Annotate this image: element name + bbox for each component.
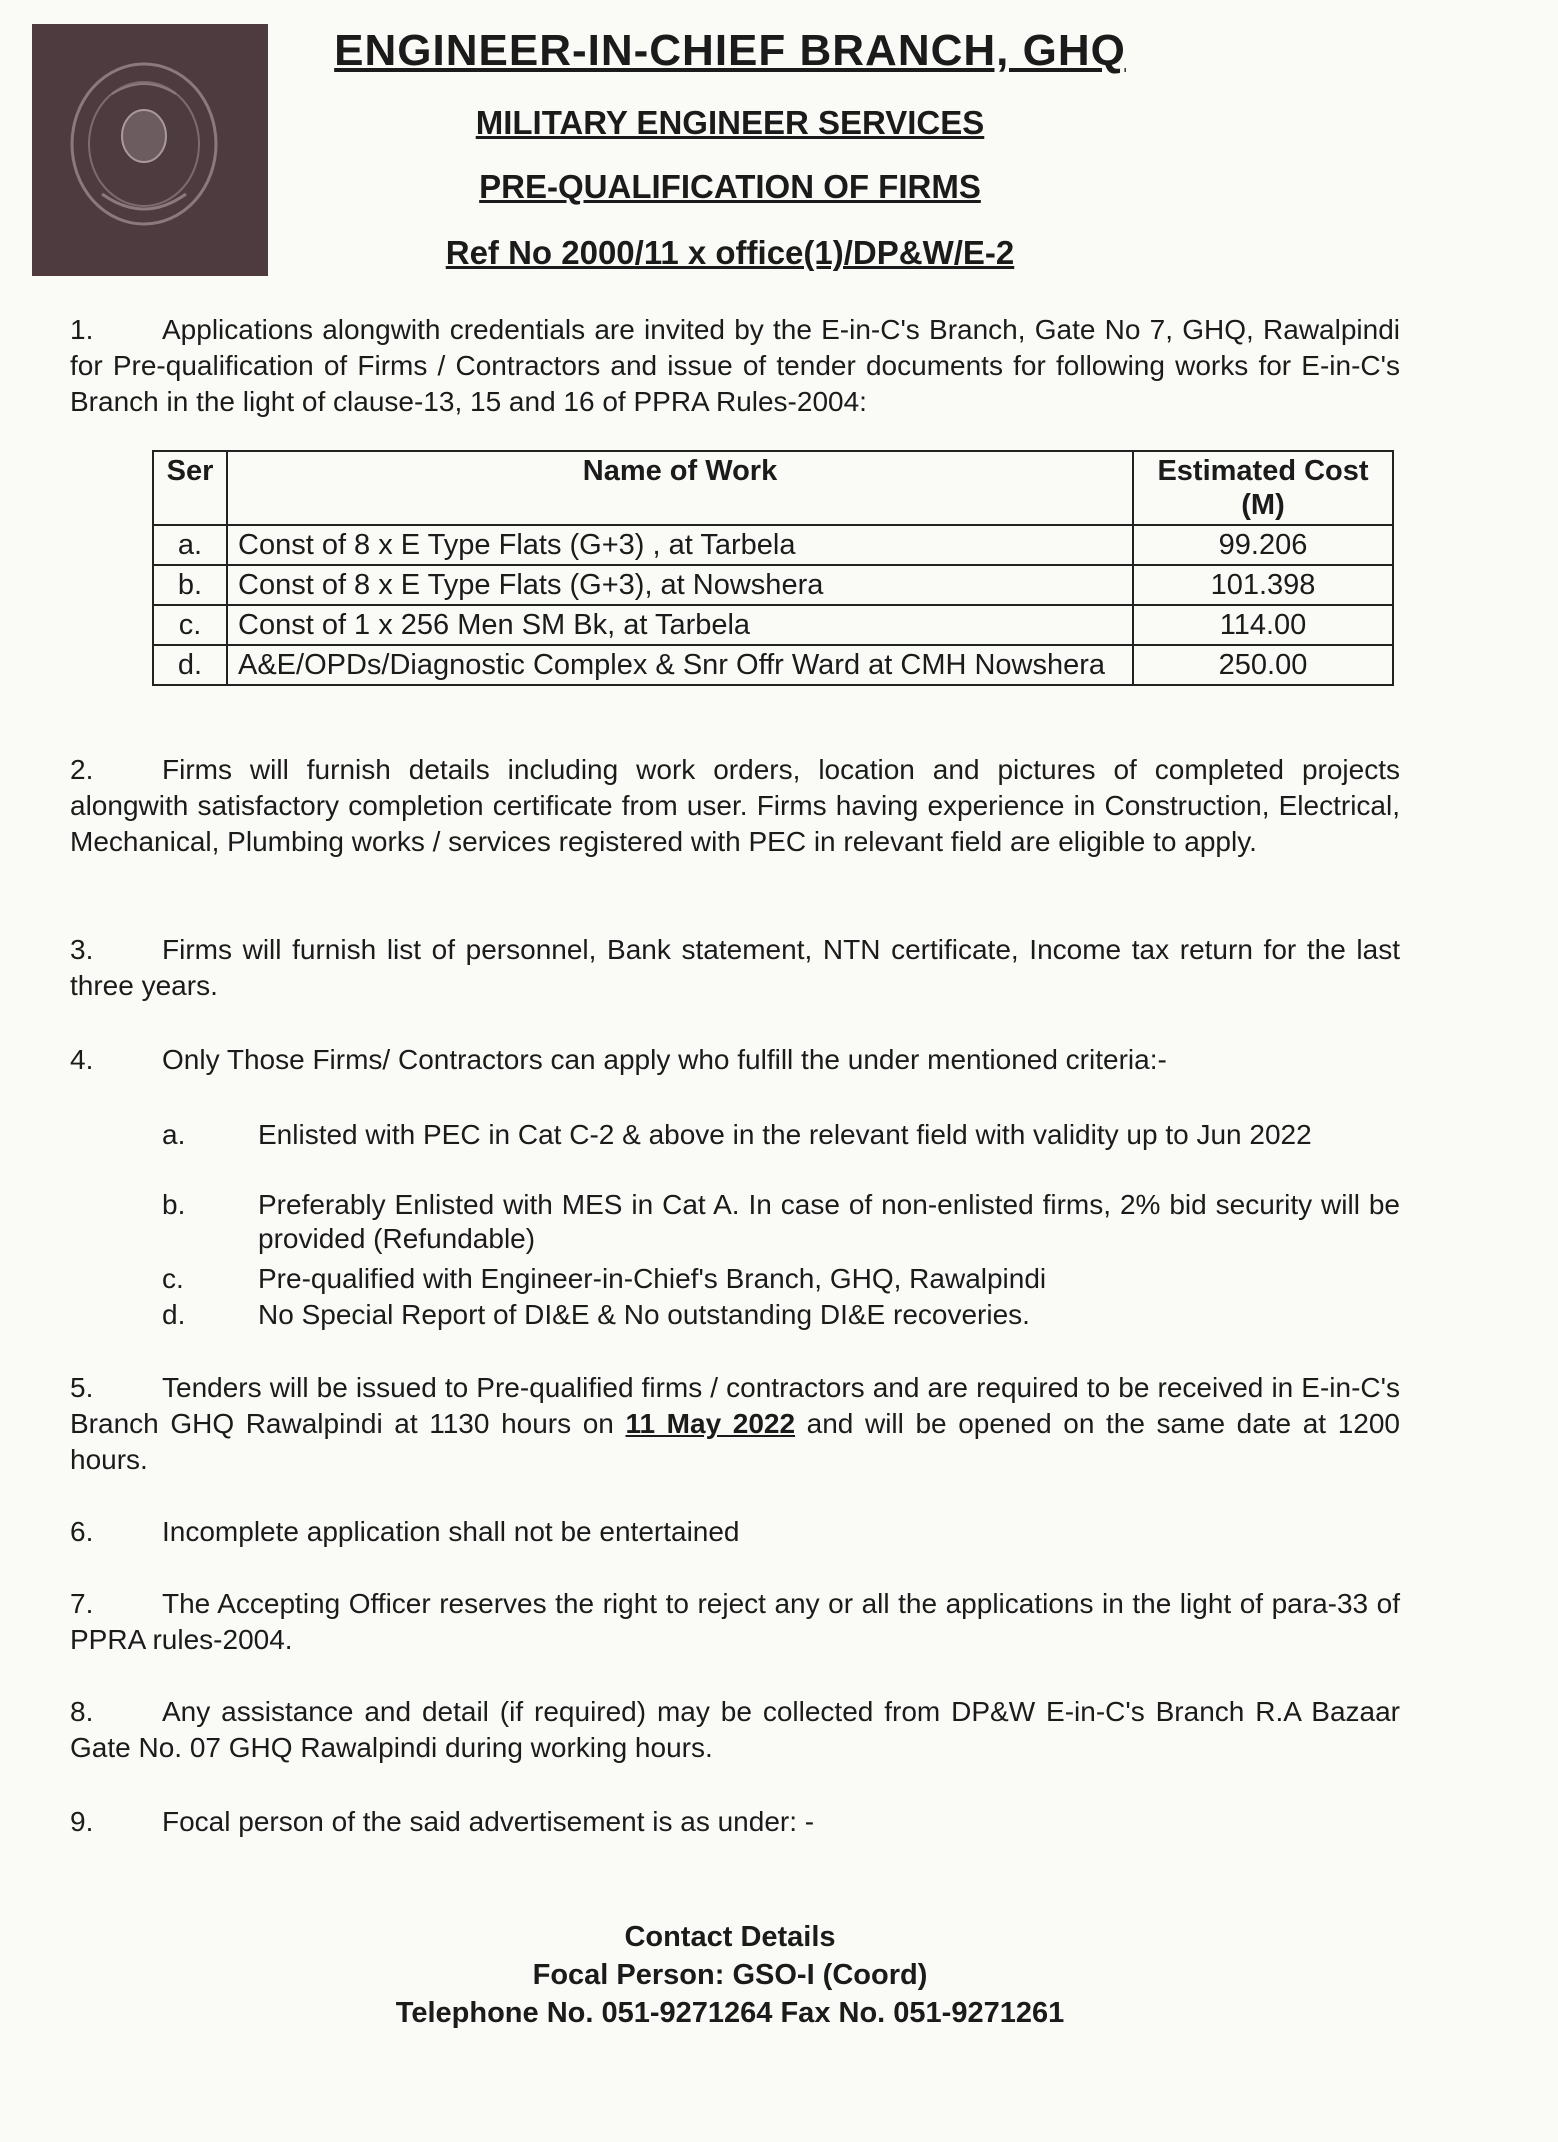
cell-name: Const of 8 x E Type Flats (G+3) , at Tarbela <box>227 525 1133 565</box>
cell-ser: b. <box>153 565 227 605</box>
paragraph-number: 2. <box>70 754 94 785</box>
page-subtitle: MILITARY ENGINEER SERVICES <box>475 104 985 141</box>
paragraph-text: Incomplete application shall not be entertained <box>162 1516 740 1547</box>
header-ser: Ser <box>153 451 227 525</box>
paragraph-text: Applications alongwith credentials are invited by the E-in-C's Branch, Gate No 7, GHQ, Rawalpindi for Pre-qualification of Firms / Contractors and issue of tender documents for following works for E-in-C's Branch in the light of clause-13, 15 and 16 of PPRA Rules-2004: <box>70 314 1400 417</box>
paragraph-number: 6. <box>70 1516 94 1547</box>
paragraph-1 <box>70 312 1400 420</box>
page-subject: PRE-QUALIFICATION OF FIRMS <box>479 168 981 205</box>
table-row <box>153 605 1393 645</box>
table-row <box>153 645 1393 685</box>
paragraph-5 <box>70 1370 1400 1478</box>
paragraph-number: 9. <box>70 1806 94 1837</box>
paragraph-text: Only Those Firms/ Contractors can apply who fulfill the under mentioned criteria:- <box>162 1044 1167 1075</box>
contact-heading: Contact Details <box>624 1921 836 1953</box>
paragraph-4 <box>70 1042 1400 1078</box>
criteria-letter: d. <box>162 1299 186 1330</box>
paragraph-number: 7. <box>70 1588 94 1619</box>
emblem-logo <box>32 24 268 276</box>
criteria-item <box>162 1118 1400 1152</box>
cell-ser: c. <box>153 605 227 645</box>
cell-cost: 101.398 <box>1133 565 1393 605</box>
criteria-text: No Special Report of DI&E & No outstanding DI&E recoveries. <box>258 1299 1030 1330</box>
criteria-letter: a. <box>162 1119 186 1150</box>
criteria-item <box>162 1262 1400 1296</box>
table-row <box>153 525 1393 565</box>
paragraph-text-continued: and will be opened on the same date at 1200 hours. <box>70 1408 1400 1475</box>
paragraph-number: 1. <box>70 314 94 345</box>
submission-date: 11 May 2022 <box>625 1408 796 1439</box>
criteria-text: Enlisted with PEC in Cat C-2 & above in the relevant field with validity up to Jun 2022 <box>258 1119 1312 1150</box>
focal-person: Focal Person: GSO-I (Coord) <box>532 1959 928 1991</box>
paragraph-2 <box>70 752 1400 860</box>
paragraph-8 <box>70 1694 1400 1766</box>
header-name-of-work: Name of Work <box>227 451 1133 525</box>
criteria-letter: c. <box>162 1263 184 1294</box>
criteria-item <box>162 1298 1400 1332</box>
paragraph-text: Tenders will be issued to Pre-qualified firms / contractors and are required to be received in E-in-C's Branch GHQ Rawalpindi at 1130 hours on <box>70 1372 1400 1439</box>
cell-ser: a. <box>153 525 227 565</box>
paragraph-text: Firms will furnish list of personnel, Bank statement, NTN certificate, Income tax return for the last three years. <box>70 934 1400 1001</box>
cell-cost: 250.00 <box>1133 645 1393 685</box>
paragraph-number: 4. <box>70 1044 94 1075</box>
reference-number: Ref No 2000/11 x office(1)/DP&W/E-2 <box>445 234 1015 271</box>
paragraph-3 <box>70 932 1400 1004</box>
page-title: ENGINEER-IN-CHIEF BRANCH, GHQ <box>334 26 1126 75</box>
criteria-text: Pre-qualified with Engineer-in-Chief's Branch, GHQ, Rawalpindi <box>258 1263 1047 1294</box>
paragraph-text: The Accepting Officer reserves the right to reject any or all the applications in the light of para-33 of PPRA rules-2004. <box>70 1588 1400 1655</box>
table-header-row <box>153 451 1393 525</box>
paragraph-number: 5. <box>70 1372 94 1403</box>
paragraph-number: 8. <box>70 1696 94 1727</box>
paragraph-text: Firms will furnish details including work orders, location and pictures of completed projects alongwith satisfactory completion certificate from user. Firms having experience in Construction, Electrical, Mechanical, Plumbing works / services registered with PEC in relevant field are eligible to apply. <box>70 754 1400 857</box>
works-table <box>152 450 1394 686</box>
criteria-item <box>162 1188 1400 1256</box>
table-row <box>153 565 1393 605</box>
paragraph-text: Focal person of the said advertisement is as under: - <box>162 1806 815 1837</box>
cell-cost: 114.00 <box>1133 605 1393 645</box>
crest-icon <box>32 24 268 276</box>
contact-details <box>250 1918 1210 2032</box>
header-estimated-cost: Estimated Cost (M) <box>1133 451 1393 525</box>
paragraph-number: 3. <box>70 934 94 965</box>
cell-name: A&E/OPDs/Diagnostic Complex & Snr Offr Ward at CMH Nowshera <box>227 645 1133 685</box>
paragraph-6 <box>70 1514 1400 1550</box>
criteria-text: Preferably Enlisted with MES in Cat A. In case of non-enlisted firms, 2% bid security will be provided (Refundable) <box>258 1189 1400 1254</box>
cell-name: Const of 1 x 256 Men SM Bk, at Tarbela <box>227 605 1133 645</box>
paragraph-text: Any assistance and detail (if required) may be collected from DP&W E-in-C's Branch R.A Bazaar Gate No. 07 GHQ Rawalpindi during working hours. <box>70 1696 1400 1763</box>
criteria-letter: b. <box>162 1189 186 1220</box>
paragraph-9 <box>70 1804 1400 1840</box>
paragraph-7 <box>70 1586 1400 1658</box>
cell-name: Const of 8 x E Type Flats (G+3), at Nowshera <box>227 565 1133 605</box>
cell-ser: d. <box>153 645 227 685</box>
cell-cost: 99.206 <box>1133 525 1393 565</box>
contact-phones: Telephone No. 051-9271264 Fax No. 051-9271261 <box>395 1997 1065 2029</box>
